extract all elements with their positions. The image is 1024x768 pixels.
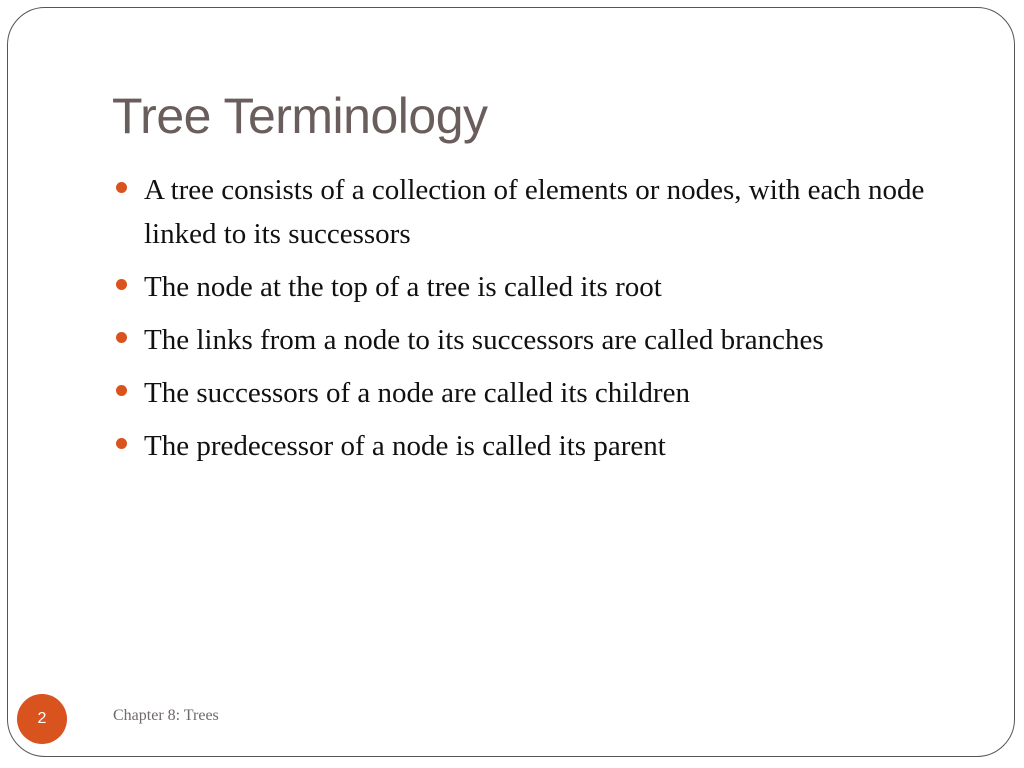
bullet-text: The predecessor of a node is called its parent <box>144 430 666 462</box>
bullet-dot-icon <box>116 332 127 343</box>
bullet-dot-icon <box>116 438 127 449</box>
bullet-list <box>114 168 934 477</box>
bullet-text: The links from a node to its successors are called branches <box>144 324 824 356</box>
bullet-text: The node at the top of a tree is called its root <box>144 271 662 303</box>
list-item <box>114 265 934 309</box>
list-item <box>114 371 934 415</box>
list-item <box>114 168 934 256</box>
bullet-dot-icon <box>116 279 127 290</box>
slide-title: Tree Terminology <box>112 88 488 144</box>
bullet-text: A tree consists of a collection of elements or nodes, with each node linked to its successors <box>144 174 925 250</box>
bullet-dot-icon <box>116 182 127 193</box>
footer-chapter-label: Chapter 8: Trees <box>113 707 219 724</box>
slide-number-badge: 2 <box>17 694 67 744</box>
bullet-dot-icon <box>116 385 127 396</box>
list-item <box>114 424 934 468</box>
list-item <box>114 318 934 362</box>
bullet-text: The successors of a node are called its children <box>144 377 690 409</box>
